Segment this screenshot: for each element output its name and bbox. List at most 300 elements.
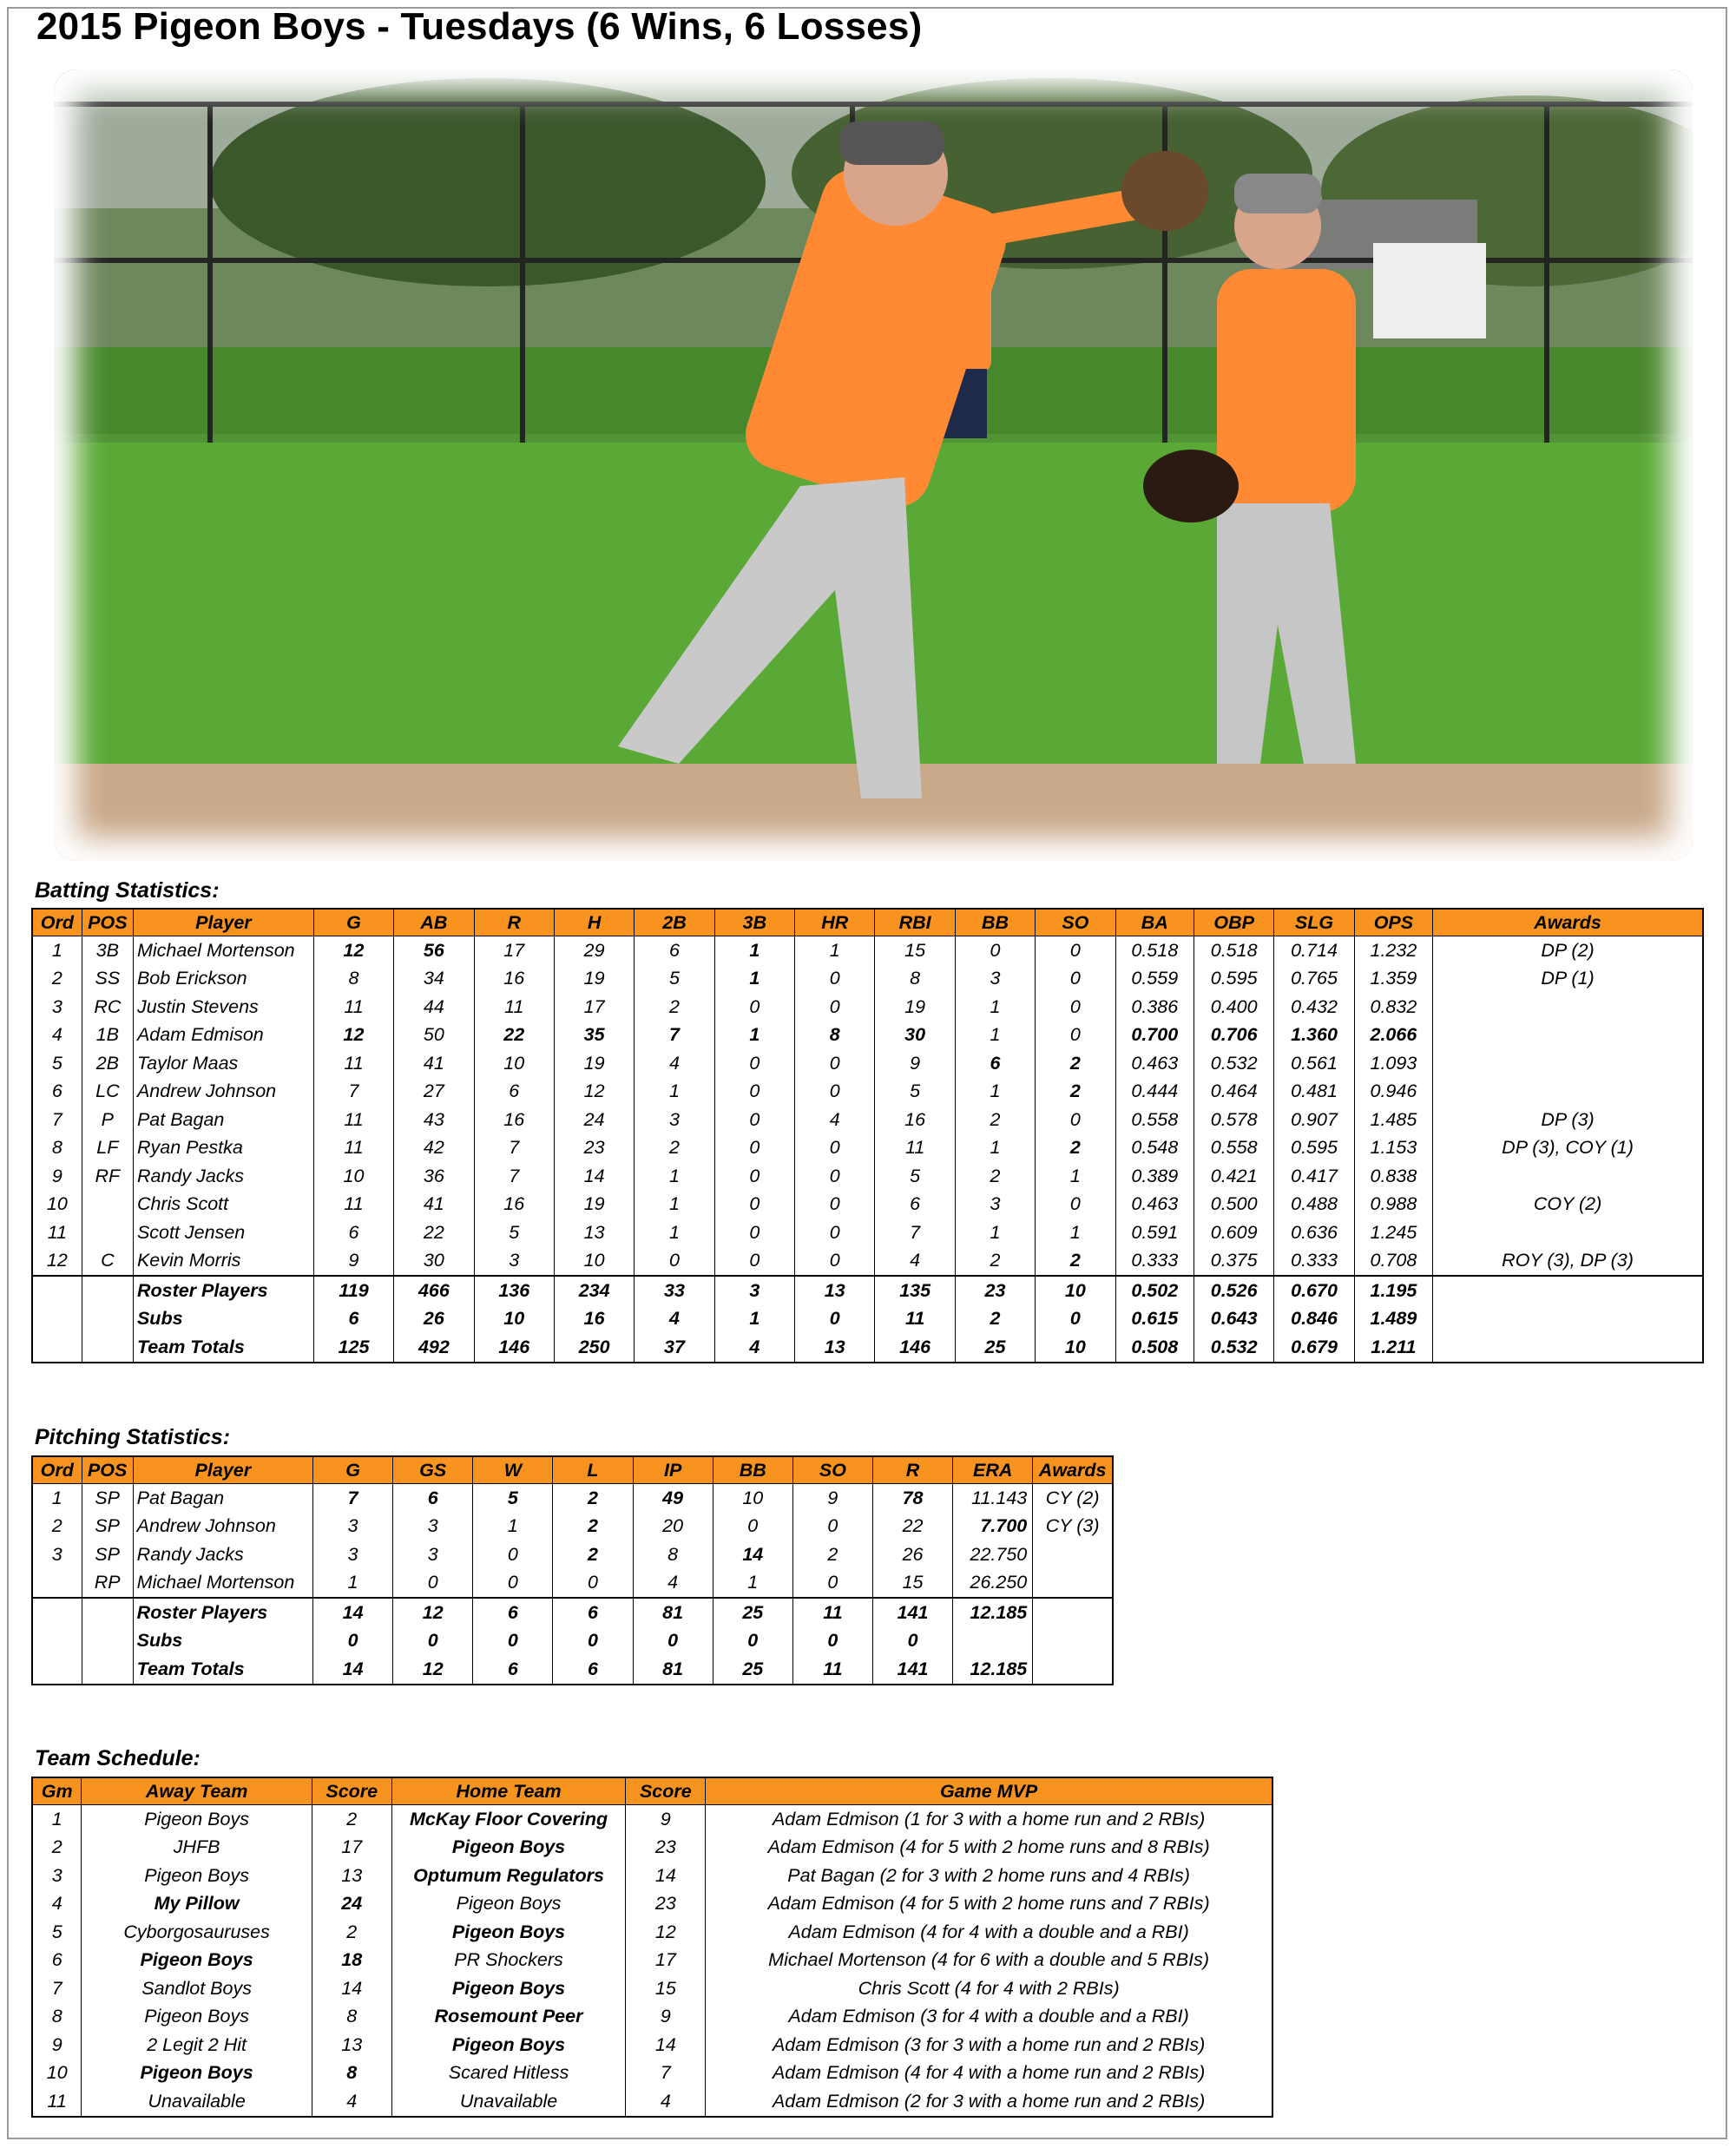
table-cell: 2 [955,1305,1035,1334]
table-cell: 0.508 [1115,1333,1194,1363]
table-cell: 5 [635,965,714,994]
table-cell: 146 [875,1333,955,1363]
table-cell: 2 [955,1247,1035,1277]
table-row [32,1484,1113,1513]
table-cell: 0 [795,1219,875,1247]
table-cell [82,1655,133,1685]
table-cell: 5 [32,1049,82,1078]
table-cell: Randy Jacks [133,1162,313,1191]
table-cell: 10 [474,1049,554,1078]
table-cell: 10 [32,1191,82,1219]
column-header: L [553,1456,633,1484]
table-cell: 0 [714,1191,794,1219]
team-schedule-table [31,1777,1273,2118]
table-cell: 1 [32,936,82,965]
table-cell: Unavailable [391,2087,626,2117]
table-cell: 12.185 [953,1655,1033,1685]
table-cell: JHFB [82,1834,312,1862]
table-cell: 2 [553,1540,633,1569]
table-cell: RF [82,1162,133,1191]
table-cell: 0 [714,1162,794,1191]
table-cell [1033,1598,1113,1627]
table-cell: 24 [554,1106,634,1134]
table-cell: Pigeon Boys [391,2031,626,2059]
table-cell: 11 [875,1134,955,1163]
table-cell: 26 [872,1540,952,1569]
table-cell: 22 [474,1021,554,1050]
table-row [32,1947,1272,1975]
table-cell: 0.609 [1194,1219,1273,1247]
table-cell: 7 [626,2059,706,2088]
table-cell: Pat Bagan [133,1106,313,1134]
table-cell: 22 [872,1513,952,1541]
table-row [32,1219,1703,1247]
table-cell: 2 [635,1134,714,1163]
table-cell: CY (3) [1033,1513,1113,1541]
table-cell: 1.485 [1354,1106,1432,1134]
table-cell: 19 [554,965,634,994]
photo-vignette [54,69,1693,861]
table-cell [1033,1655,1113,1685]
table-cell: 3 [635,1106,714,1134]
table-cell: 10 [554,1247,634,1277]
column-header: BB [713,1456,792,1484]
column-header: AB [394,909,474,936]
table-row [32,1078,1703,1107]
table-cell: 0 [795,965,875,994]
table-row [32,1021,1703,1050]
table-cell: P [82,1106,133,1134]
table-cell: 2 Legit 2 Hit [82,2031,312,2059]
table-cell: 0 [792,1513,872,1541]
table-cell: 6 [313,1305,393,1334]
table-cell: Andrew Johnson [133,1513,312,1541]
table-cell: 18 [312,1947,391,1975]
table-cell [82,1333,133,1363]
table-cell: 6 [474,1078,554,1107]
table-cell: 9 [32,2031,82,2059]
table-cell: 0.907 [1274,1106,1354,1134]
table-cell: 3 [474,1247,554,1277]
table-cell: 14 [313,1655,393,1685]
table-cell: PR Shockers [391,1947,626,1975]
table-cell: 1 [635,1219,714,1247]
table-cell: 7.700 [953,1513,1033,1541]
table-cell: 0 [1036,936,1115,965]
table-cell: 29 [554,936,634,965]
table-cell: 141 [872,1598,952,1627]
table-cell: 34 [394,965,474,994]
table-cell: 1 [635,1191,714,1219]
table-cell [32,1305,82,1334]
table-row [32,1805,1272,1834]
table-cell: 0.333 [1274,1247,1354,1277]
table-cell [32,1627,82,1656]
table-row [32,1191,1703,1219]
table-cell: 2 [32,1513,82,1541]
table-cell [1433,993,1703,1021]
table-cell: 12 [626,1918,706,1947]
table-cell: 250 [554,1333,634,1363]
table-row [32,1162,1703,1191]
table-cell: 0.595 [1274,1134,1354,1163]
table-cell: 23 [955,1276,1035,1305]
table-cell: 2 [553,1484,633,1513]
table-cell: 12 [32,1247,82,1277]
table-cell: 15 [875,936,955,965]
table-cell: 4 [626,2087,706,2117]
table-cell: 11 [474,993,554,1021]
table-cell: 9 [626,2003,706,2032]
table-cell: 13 [795,1333,875,1363]
table-cell: 36 [394,1162,474,1191]
table-cell: 125 [313,1333,393,1363]
table-cell: 17 [312,1834,391,1862]
table-cell: 1.093 [1354,1049,1432,1078]
table-cell: COY (2) [1433,1191,1703,1219]
table-cell: Andrew Johnson [133,1078,313,1107]
table-cell: Adam Edmison (3 for 4 with a double and a RBI) [706,2003,1272,2032]
table-cell: 0 [795,1078,875,1107]
table-cell: 0.548 [1115,1134,1194,1163]
table-cell: 0 [795,1134,875,1163]
totals-row [32,1333,1703,1363]
table-row [32,1247,1703,1277]
table-cell: 2 [1036,1078,1115,1107]
table-cell: 0.679 [1274,1333,1354,1363]
table-cell: 0 [1036,1106,1115,1134]
table-cell: Adam Edmison (2 for 3 with a home run and 2 RBIs) [706,2087,1272,2117]
table-row [32,1106,1703,1134]
table-cell: RP [82,1569,133,1599]
table-cell: 1 [955,1078,1035,1107]
table-cell [82,1276,133,1305]
table-cell: 20 [633,1513,713,1541]
table-cell: Adam Edmison (4 for 5 with 2 home runs and 8 RBIs) [706,1834,1272,1862]
table-cell: 0.595 [1194,965,1273,994]
table-cell: 1 [635,1078,714,1107]
table-cell: 0.558 [1194,1134,1273,1163]
table-cell: 23 [626,1890,706,1919]
table-cell: 6 [473,1655,553,1685]
table-cell: 78 [872,1484,952,1513]
table-cell: 3 [393,1540,473,1569]
table-cell: 0.432 [1274,993,1354,1021]
table-cell: 0.946 [1354,1078,1432,1107]
table-cell: 25 [713,1655,792,1685]
table-cell: 8 [875,965,955,994]
table-cell: 1 [32,1484,82,1513]
table-cell: 8 [633,1540,713,1569]
table-cell: Pigeon Boys [391,1834,626,1862]
table-cell: 0 [553,1569,633,1599]
table-cell: 1 [795,936,875,965]
table-row [32,1862,1272,1890]
table-cell: 8 [312,2059,391,2088]
table-cell: 1.153 [1354,1134,1432,1163]
table-cell: 8 [313,965,393,994]
table-cell: 17 [474,936,554,965]
table-cell: 11.143 [953,1484,1033,1513]
table-cell: 1 [313,1569,393,1599]
batting-statistics-table [31,908,1704,1363]
table-cell: Pat Bagan (2 for 3 with 2 home runs and 4 RBIs) [706,1862,1272,1890]
table-row [32,1049,1703,1078]
column-header: SLG [1274,909,1354,936]
table-cell: 4 [635,1305,714,1334]
table-cell: 6 [875,1191,955,1219]
table-cell: Unavailable [82,2087,312,2117]
column-header: BB [955,909,1035,936]
table-cell: 492 [394,1333,474,1363]
table-cell: 30 [875,1021,955,1050]
table-cell: 0.670 [1274,1276,1354,1305]
table-cell: 0 [795,1191,875,1219]
table-cell: 12 [393,1655,473,1685]
table-row [32,2003,1272,2032]
table-cell: 10 [1036,1276,1115,1305]
table-cell: Roster Players [133,1276,313,1305]
table-cell: 44 [394,993,474,1021]
table-cell: DP (3), COY (1) [1433,1134,1703,1163]
table-cell: Team Totals [133,1333,313,1363]
table-cell: 1 [714,1021,794,1050]
table-cell: 11 [792,1655,872,1685]
table-cell: 0.578 [1194,1106,1273,1134]
table-cell: 1 [1036,1162,1115,1191]
table-cell: 1 [955,1134,1035,1163]
table-cell: Pigeon Boys [82,2003,312,2032]
table-cell: 0 [1036,1305,1115,1334]
table-cell: 8 [32,1134,82,1163]
column-header: 3B [714,909,794,936]
table-cell: Pigeon Boys [391,1890,626,1919]
table-cell: 146 [474,1333,554,1363]
table-cell: Adam Edmison (3 for 3 with a home run and 2 RBIs) [706,2031,1272,2059]
table-row [32,1918,1272,1947]
schedule-header-row [32,1777,1272,1805]
table-cell: 0.700 [1115,1021,1194,1050]
table-cell: 2 [32,1834,82,1862]
table-cell: 5 [32,1918,82,1947]
table-cell: 41 [394,1191,474,1219]
table-cell: 15 [626,1974,706,2003]
table-cell: 0 [714,1247,794,1277]
table-cell: 1 [32,1805,82,1834]
team-photo [54,69,1693,861]
table-cell: 17 [554,993,634,1021]
table-cell: 37 [635,1333,714,1363]
table-cell: 12 [313,1021,393,1050]
table-cell: 1 [955,993,1035,1021]
table-cell: 0.526 [1194,1276,1273,1305]
table-cell: 2 [1036,1049,1115,1078]
table-cell [32,1333,82,1363]
table-cell: 0.400 [1194,993,1273,1021]
table-cell: 3 [313,1540,393,1569]
table-cell: 7 [875,1219,955,1247]
pitching-section-title: Pitching Statistics: [35,1425,231,1449]
table-cell: 0 [714,1106,794,1134]
column-header: Away Team [82,1777,312,1805]
table-cell: 2 [955,1162,1035,1191]
table-cell: 9 [875,1049,955,1078]
table-cell: 0 [1036,1191,1115,1219]
table-cell: 9 [626,1805,706,1834]
table-cell: 0.765 [1274,965,1354,994]
table-cell: 0.558 [1115,1106,1194,1134]
table-cell: 16 [474,1191,554,1219]
totals-row [32,1276,1703,1305]
table-cell: 2 [312,1918,391,1947]
table-cell: 0.636 [1274,1219,1354,1247]
table-cell: 11 [313,1106,393,1134]
table-cell: 0 [714,1078,794,1107]
totals-row [32,1627,1113,1656]
table-cell: Subs [133,1627,312,1656]
table-cell: 8 [795,1021,875,1050]
table-cell: 0 [714,1134,794,1163]
column-header: Score [626,1777,706,1805]
table-cell: 4 [32,1021,82,1050]
table-cell: 2B [82,1049,133,1078]
table-cell: 10 [1036,1333,1115,1363]
column-header: RBI [875,909,955,936]
table-cell [1033,1627,1113,1656]
table-cell: 16 [554,1305,634,1334]
table-cell: 7 [313,1078,393,1107]
table-cell: 0.481 [1274,1078,1354,1107]
table-cell: 0.444 [1115,1078,1194,1107]
table-cell: 4 [32,1890,82,1919]
totals-row [32,1655,1113,1685]
table-cell: 12 [393,1598,473,1627]
table-cell: 14 [626,2031,706,2059]
table-row [32,1890,1272,1919]
table-cell: 19 [554,1049,634,1078]
table-row [32,993,1703,1021]
table-row [32,1569,1113,1599]
table-cell: 6 [393,1484,473,1513]
table-cell: 4 [875,1247,955,1277]
table-cell: Michael Mortenson [133,936,313,965]
column-header: GS [393,1456,473,1484]
table-cell [32,1276,82,1305]
table-cell: Pigeon Boys [82,1947,312,1975]
table-cell: 0.518 [1194,936,1273,965]
table-cell: 13 [312,1862,391,1890]
table-cell: 11 [32,1219,82,1247]
table-cell: Kevin Morris [133,1247,313,1277]
table-cell: 0.561 [1274,1049,1354,1078]
table-cell: 5 [474,1219,554,1247]
table-cell: 12 [554,1078,634,1107]
table-cell: 35 [554,1021,634,1050]
table-cell: 3 [32,1862,82,1890]
table-cell [1433,1021,1703,1050]
table-cell: Pigeon Boys [391,1918,626,1947]
table-cell: 141 [872,1655,952,1685]
table-cell: 0.518 [1115,936,1194,965]
table-cell: 13 [795,1276,875,1305]
table-cell: 6 [32,1947,82,1975]
table-cell [1433,1162,1703,1191]
table-cell: 5 [875,1078,955,1107]
table-cell: 6 [473,1598,553,1627]
table-cell: 0 [1036,993,1115,1021]
table-cell: 1 [714,1305,794,1334]
table-cell: Adam Edmison (4 for 4 with a double and a RBI) [706,1918,1272,1947]
table-cell: My Pillow [82,1890,312,1919]
table-cell [1433,1305,1703,1334]
table-cell: 0 [473,1627,553,1656]
table-cell: 41 [394,1049,474,1078]
column-header: Player [133,909,313,936]
table-cell: 7 [313,1484,393,1513]
table-cell: 0 [714,1219,794,1247]
table-cell: 11 [313,1191,393,1219]
table-cell: 8 [32,2003,82,2032]
table-cell: 23 [554,1134,634,1163]
table-cell: 135 [875,1276,955,1305]
table-row [32,1134,1703,1163]
table-cell: 0 [792,1627,872,1656]
table-cell: 9 [313,1247,393,1277]
table-cell: 17 [626,1947,706,1975]
table-cell: 1.245 [1354,1219,1432,1247]
table-cell: 19 [554,1191,634,1219]
table-cell: 0.417 [1274,1162,1354,1191]
table-row [32,965,1703,994]
table-cell: 12.185 [953,1598,1033,1627]
table-cell: CY (2) [1033,1484,1113,1513]
table-cell: Subs [133,1305,313,1334]
column-header: Gm [32,1777,82,1805]
table-cell: 33 [635,1276,714,1305]
table-cell: 0.502 [1115,1276,1194,1305]
table-cell: 0.488 [1274,1191,1354,1219]
table-cell: 11 [313,1134,393,1163]
column-header: OBP [1194,909,1273,936]
table-cell: 5 [473,1484,553,1513]
table-cell: 6 [32,1078,82,1107]
table-cell: 1B [82,1021,133,1050]
table-cell: 0.463 [1115,1191,1194,1219]
table-cell: 466 [394,1276,474,1305]
table-cell: 14 [626,1862,706,1890]
table-cell: 3 [955,965,1035,994]
table-cell: 0 [393,1627,473,1656]
column-header: Awards [1433,909,1703,936]
table-cell: 0 [795,1247,875,1277]
table-cell: Michael Mortenson [133,1569,312,1599]
table-cell: 11 [313,1049,393,1078]
table-cell: 16 [875,1106,955,1134]
table-cell: SP [82,1484,133,1513]
table-cell: 234 [554,1276,634,1305]
table-cell: 1 [714,965,794,994]
table-row [32,1834,1272,1862]
table-cell: 0 [795,1162,875,1191]
totals-row [32,1598,1113,1627]
table-cell: 0.988 [1354,1191,1432,1219]
column-header: Player [133,1456,312,1484]
table-cell: 0 [473,1540,553,1569]
table-cell: McKay Floor Covering [391,1805,626,1834]
table-cell: 10 [32,2059,82,2088]
table-cell: 3 [955,1191,1035,1219]
table-cell: RC [82,993,133,1021]
